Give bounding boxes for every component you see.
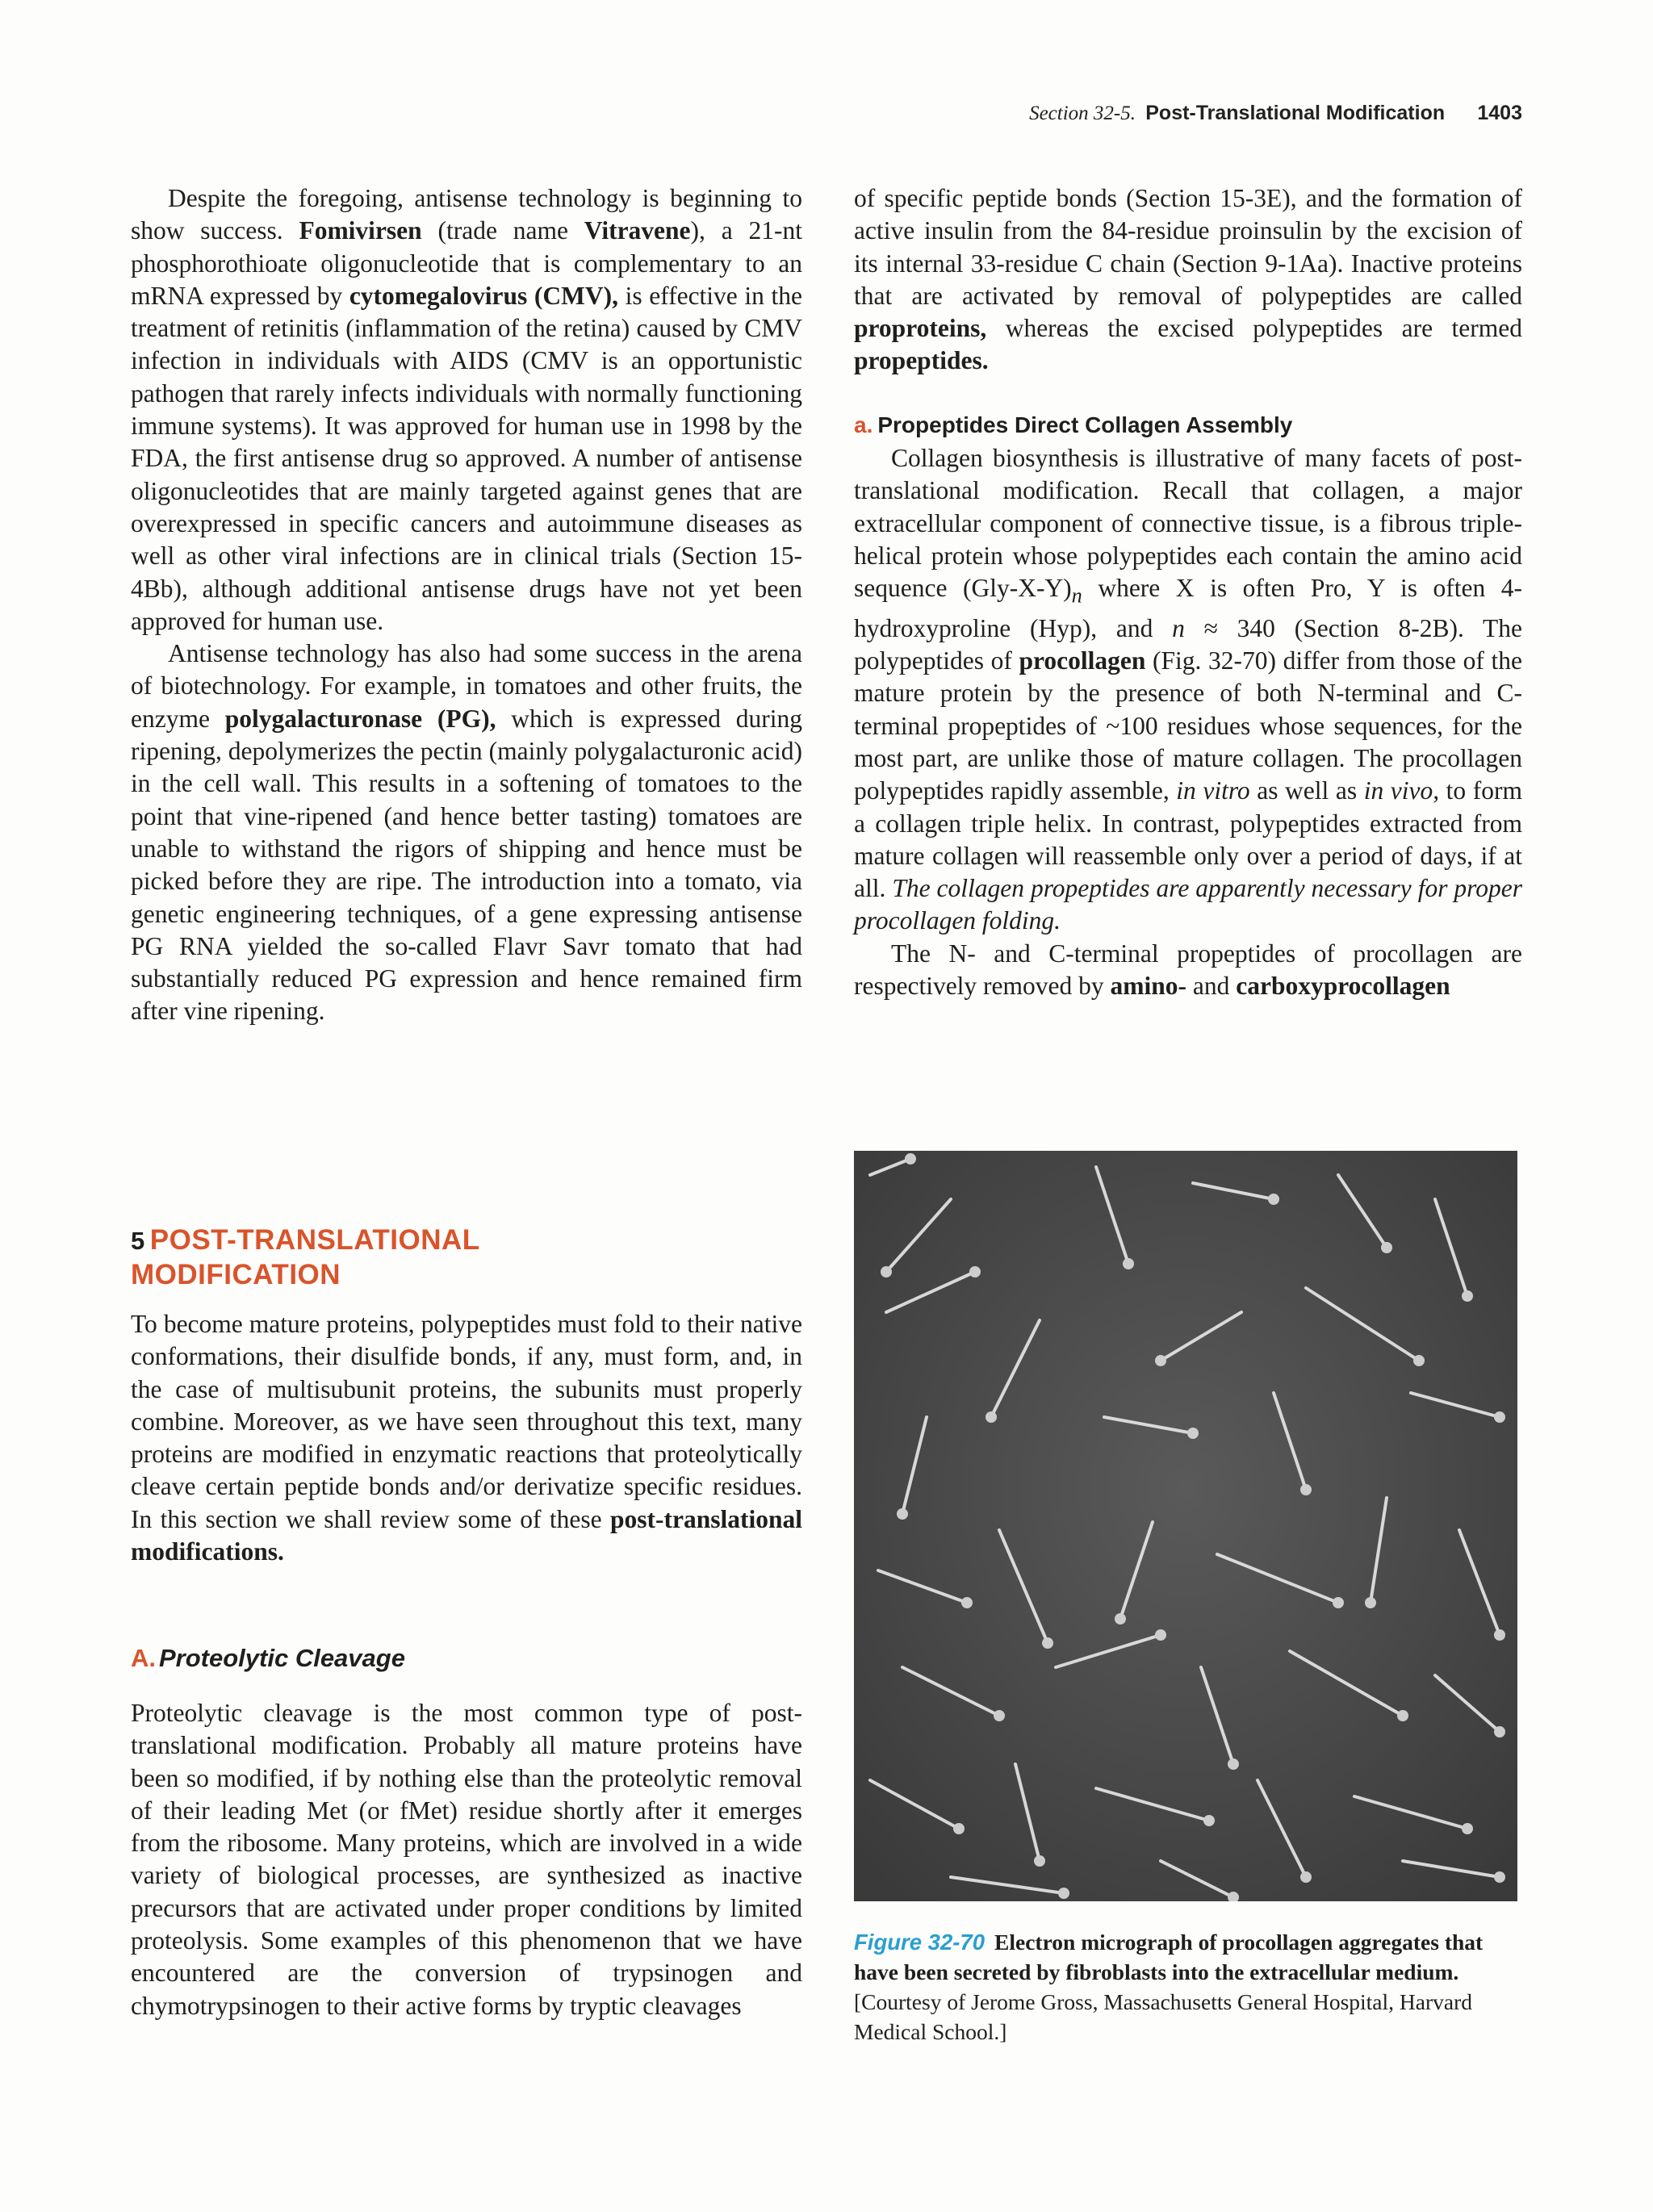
procollagen-globular-end xyxy=(881,1266,892,1277)
procollagen-globular-end xyxy=(1381,1242,1392,1253)
running-header xyxy=(1029,102,1522,125)
procollagen-globular-end xyxy=(1494,1871,1505,1883)
left-column-top xyxy=(131,182,802,1028)
procollagen-globular-end xyxy=(1268,1194,1279,1205)
procollagen-globular-end xyxy=(897,1508,908,1520)
paragraph-antisense-success: Despite the foregoing, antisense technology is beginning to show success. Fomivirsen (trade name Vitravene), a 21-nt phosphorothioate oligonucleotide that is complementary to an mRNA expressed by cytomegalovirus (CMV), is effective in the treatment of retinitis (inflammation of the retina) caused by CMV infection in individuals with AIDS (CMV is an opportunistic pathogen that rarely infects individuals with normally functioning immune systems). It was approved for human use in 1998 by the FDA, the first antisense drug so approved. A number of antisense oligonucleotides that are mainly targeted against genes that are overexpressed in specific cancers and autoimmune diseases as well as other viral infections are in clinical trials (Section 15-4Bb), although additional antisense drugs have not yet been approved for human use. xyxy=(131,184,802,635)
subheading-proteolytic-cleavage: A. Proteolytic Cleavage xyxy=(131,1644,405,1672)
procollagen-globular-end xyxy=(953,1823,965,1834)
procollagen-globular-end xyxy=(1300,1871,1312,1883)
paragraph-propeptide-removal: The N- and C-terminal propeptides of procollagen are respectively removed by amino- and carboxyprocollagen xyxy=(854,939,1522,1001)
procollagen-globular-end xyxy=(1058,1888,1069,1899)
section-heading: 5 POST-TRANSLATIONAL MODIFICATION xyxy=(131,1224,480,1290)
procollagen-globular-end xyxy=(1034,1855,1045,1867)
procollagen-globular-end xyxy=(1203,1815,1215,1826)
paragraph-biotechnology: Antisense technology has also had some success in the arena of biotechnology. For example, in tomatoes and other fruits, the enzyme polygalacturonase (PG), which is expressed during ripening, depolymerizes the pectin (mainly polygalacturonic acid) in the cell wall. This results in a softening of tomatoes to the point that vine-ripened (and hence better tasting) tomatoes are unable to withstand the rigors of shipping and hence must be picked before they are ripe. The introduction into a tomato, via genetic engineering techniques, of a gene expressing antisense PG RNA yielded the so-called Flavr Savr tomato that had substantially reduced PG expression and hence remained firm after vine ripening. xyxy=(131,639,803,1026)
procollagen-globular-end xyxy=(1462,1823,1473,1834)
caption-credit: [Courtesy of Jerome Gross, Massachusetts General Hospital, Harvard Medical School.] xyxy=(854,1989,1472,2044)
procollagen-globular-end xyxy=(1365,1597,1376,1608)
procollagen-globular-end xyxy=(1462,1290,1473,1302)
procollagen-globular-end xyxy=(1228,1758,1239,1770)
procollagen-globular-end xyxy=(994,1710,1005,1721)
procollagen-globular-end xyxy=(969,1266,981,1277)
paragraph-proproteins: of specific peptide bonds (Section 15-3E), and the formation of active insulin from the 84-residue proinsulin by the excision of its internal 33-residue C chain (Section 9-1Aa). Inactive proteins that are activated by removal of polypeptides are called proproteins, whereas the excised polypeptides are termed propeptides. xyxy=(854,184,1522,375)
procollagen-globular-end xyxy=(1115,1613,1126,1625)
right-column-top xyxy=(854,182,1522,378)
procollagen-globular-end xyxy=(986,1411,997,1423)
paragraph-proteolytic-cleavage: Proteolytic cleavage is the most common type of post-translational modification. Probably all mature proteins have been so modified, if by nothing else than the proteolytic removal of their leading Met (or fMet) residue shortly after it emerges from the ribosome. Many proteins, which are involved in a wide variety of biological processes, are synthesized as inactive precursors that are activated under proper conditions by limited proteolysis. Some examples of this phenomenon that we have encountered are the conversion of trypsinogen and chymotrypsinogen to their active forms by tryptic cleavages xyxy=(131,1699,802,2020)
procollagen-globular-end xyxy=(1494,1726,1505,1737)
procollagen-globular-end xyxy=(1413,1355,1425,1366)
electron-micrograph-figure xyxy=(854,1151,1517,1901)
micrograph-image xyxy=(854,1151,1517,1901)
header-section-title: Post-Translational Modification xyxy=(1145,102,1446,124)
procollagen-globular-end xyxy=(1155,1355,1166,1366)
caption-title: Electron micrograph of procollagen aggregates that have been secreted by fibroblasts into the extracellular medium. xyxy=(854,1930,1484,1984)
right-column-middle xyxy=(854,442,1522,1002)
procollagen-globular-end xyxy=(961,1597,973,1608)
procollagen-globular-end xyxy=(1155,1629,1166,1641)
paragraph-collagen-biosynthesis: Collagen biosynthesis is illustrative of many facets of post-translational modification. Recall that collagen, a major extracellular component of connective tissue, is a fibrous triple-helical protein whose polypeptides each contain the amino acid sequence $(Gly-X-Y)_n$ where X is often Pro, Y is often 4-hydroxyproline (Hyp), and n ≈ 340 (Section 8-2B). The polypeptides of procollagen (Fig. 32-70) differ from those of the mature protein by the presence of both N-terminal and C-terminal propeptides of ~100 residues whose sequences, for the most part, are unlike those of mature collagen. The procollagen polypeptides rapidly assemble, in vitro as well as in vivo, to form a collagen triple helix. In contrast, polypeptides extracted from mature collagen will reassemble only over a period of days, if at all. The collagen propeptides are apparently necessary for proper procollagen folding. xyxy=(854,444,1522,935)
procollagen-globular-end xyxy=(905,1153,916,1165)
procollagen-globular-end xyxy=(1042,1637,1053,1649)
procollagen-globular-end xyxy=(1494,1629,1505,1641)
left-column-bottom xyxy=(131,1697,802,2022)
procollagen-globular-end xyxy=(1123,1258,1134,1269)
page-number: 1403 xyxy=(1477,102,1522,124)
section-number: 5 xyxy=(131,1227,145,1255)
procollagen-globular-end xyxy=(1397,1710,1408,1721)
paragraph-intro-ptm: To become mature proteins, polypeptides must fold to their native conformations, their disulfide bonds, if any, must form, and, in the case of multisubunit proteins, the subunits must properly combine. Moreover, as we have seen throughout this text, many proteins are modified in enzymatic reactions that proteolytically cleave certain peptide bonds and/or derivatize specific residues. In this section we shall review some of these post-translational modifications. xyxy=(131,1310,802,1566)
figure-label: Figure 32-70 xyxy=(854,1930,986,1955)
header-section-number: Section 32-5. xyxy=(1029,102,1136,124)
left-column-section xyxy=(131,1308,802,1568)
figure-caption xyxy=(854,1927,1517,2047)
procollagen-globular-end xyxy=(1187,1428,1199,1439)
subsubheading-propeptides: a. Propeptides Direct Collagen Assembly xyxy=(854,412,1293,437)
procollagen-globular-end xyxy=(1333,1597,1344,1608)
procollagen-globular-end xyxy=(1494,1411,1505,1423)
procollagen-globular-end xyxy=(1300,1484,1312,1495)
